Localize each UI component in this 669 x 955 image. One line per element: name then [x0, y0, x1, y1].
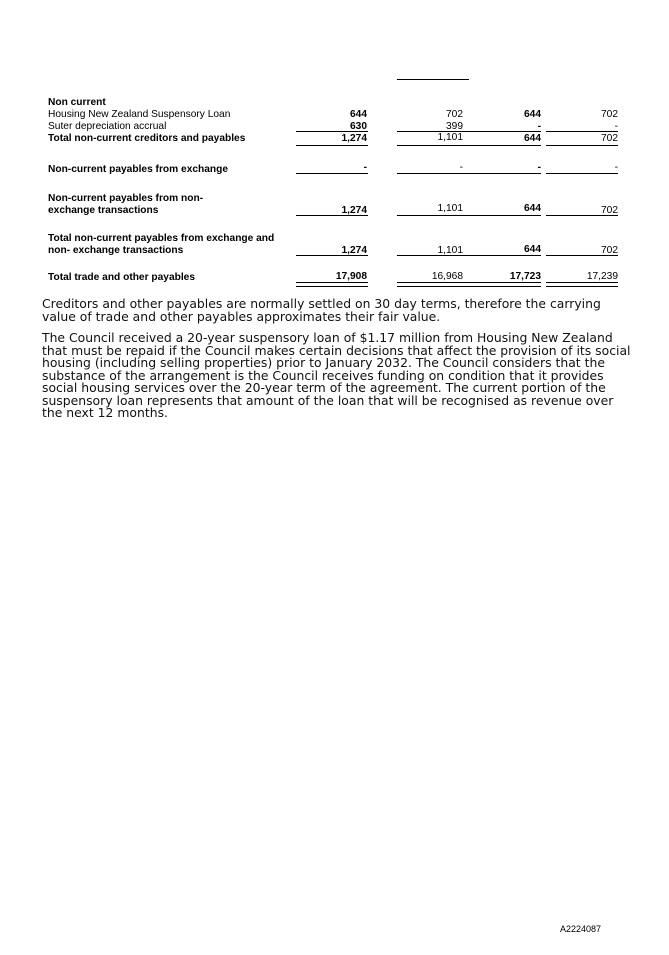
rule	[469, 215, 541, 216]
total-exch-col4: 702	[601, 245, 618, 256]
row-label-total-trade: Total trade and other payables	[48, 272, 195, 283]
row-label-total-exch-2: non- exchange transactions	[48, 245, 184, 256]
rule	[296, 255, 368, 256]
hnz-loan-col4: 702	[601, 109, 618, 120]
row-label-exchange: Non-current payables from exchange	[48, 164, 229, 175]
total-exch-col3: 644	[524, 244, 541, 255]
total-noncurrent-col3: 644	[524, 133, 541, 144]
suter-col3: -	[537, 121, 541, 132]
exchange-col1: -	[363, 162, 367, 173]
rule	[397, 215, 469, 216]
rule	[469, 131, 541, 132]
double-rule	[469, 282, 541, 287]
document-reference: A2224087	[560, 924, 602, 934]
rule	[546, 145, 618, 146]
exchange-col2: -	[459, 162, 463, 173]
hnz-loan-col1: 644	[350, 109, 367, 120]
rule	[296, 131, 368, 132]
total-noncurrent-col4: 702	[601, 133, 618, 144]
row-label-suter: Suter depreciation accrual	[48, 121, 167, 132]
nonexchange-col2: 1,101	[437, 203, 463, 214]
rule	[397, 255, 469, 256]
exchange-col3: -	[537, 162, 541, 173]
double-rule	[546, 282, 618, 287]
total-trade-col3: 17,723	[509, 271, 541, 282]
paragraph-suspensory-loan: The Council received a 20-year suspensory loan of $1.17 million from Housing New Zealand that must be repaid if the Council makes certain decisions that affect the provision of its social housing (including selling properties) prior to January 2032. The Council considers that the substance of the arrangement is the Council receives funding on condition that it provides social housing services over the 20-year term of the agreement. The current portion of the suspensory loan represents that amount of the loan that will be recognised as revenue over the next 12 months.	[42, 330, 631, 420]
row-label-nonexchange-2: exchange transactions	[48, 205, 159, 216]
section-heading: Non current	[48, 97, 106, 108]
suter-col2: 399	[446, 121, 463, 132]
rule	[296, 215, 368, 216]
row-label-hnz-loan: Housing New Zealand Suspensory Loan	[48, 109, 231, 120]
total-trade-col4: 17,239	[586, 271, 618, 282]
total-exch-col2: 1,101	[437, 245, 463, 256]
hnz-loan-col2: 702	[446, 109, 463, 120]
rule	[296, 145, 368, 146]
total-trade-col2: 16,968	[431, 271, 463, 282]
suter-col1: 630	[350, 121, 367, 132]
rule	[296, 173, 368, 174]
rule	[397, 173, 469, 174]
nonexchange-col1: 1,274	[341, 205, 367, 216]
total-noncurrent-col1: 1,274	[341, 133, 367, 144]
row-label-total-noncurrent: Total non-current creditors and payables	[48, 133, 246, 144]
nonexchange-col3: 644	[524, 203, 541, 214]
top-rule	[397, 79, 469, 80]
suter-col4: -	[614, 121, 618, 132]
rule	[397, 145, 469, 146]
rule	[469, 145, 541, 146]
row-label-nonexchange-1: Non-current payables from non-	[48, 193, 204, 204]
double-rule	[296, 282, 368, 287]
rule	[546, 131, 618, 132]
hnz-loan-col3: 644	[524, 109, 541, 120]
total-exch-col1: 1,274	[341, 245, 367, 256]
total-trade-col1: 17,908	[335, 271, 367, 282]
paragraph-settlement-terms: Creditors and other payables are normally settled on 30 day terms, therefore the carrying value of trade and other payables approximates their fair value.	[42, 296, 601, 324]
rule	[546, 255, 618, 256]
rule	[546, 215, 618, 216]
rule	[546, 173, 618, 174]
nonexchange-col4: 702	[601, 205, 618, 216]
exchange-col4: -	[614, 162, 618, 173]
rule	[469, 173, 541, 174]
rule	[469, 255, 541, 256]
total-noncurrent-col2: 1,101	[437, 132, 463, 143]
double-rule	[397, 282, 469, 287]
row-label-total-exch-1: Total non-current payables from exchange and	[48, 233, 275, 244]
